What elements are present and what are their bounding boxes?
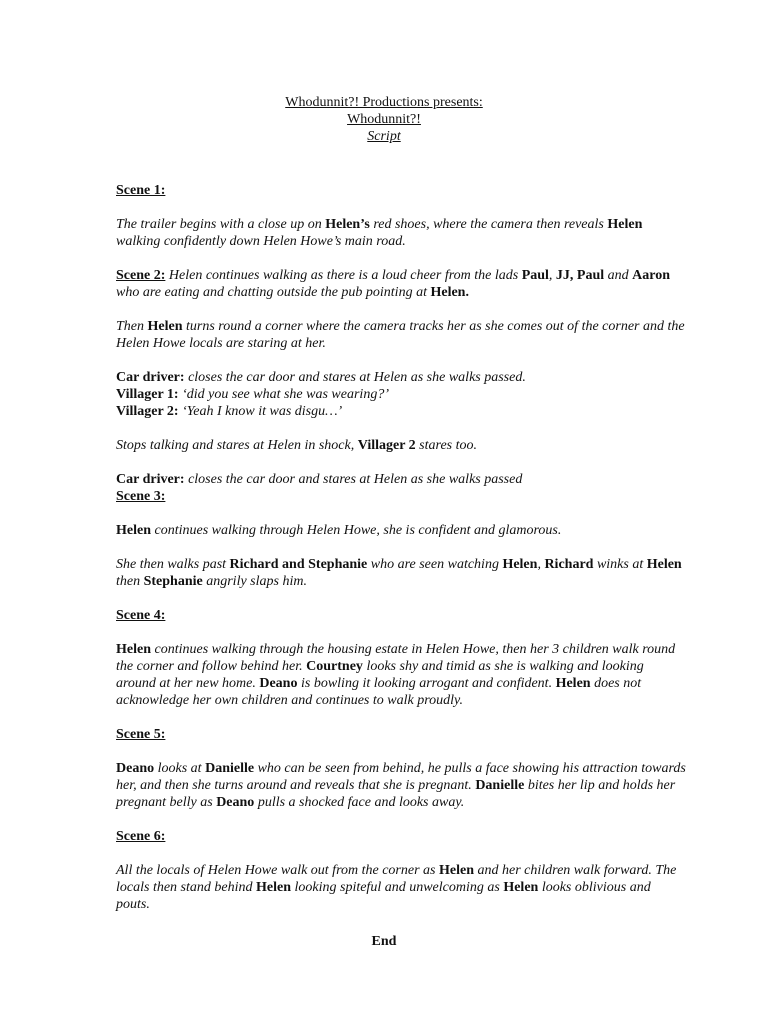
text: walking confidently down Helen Howe’s main road. xyxy=(116,234,406,249)
text: does not acknowledge her own children and continues to walk proudly. xyxy=(116,676,642,708)
text: , xyxy=(537,557,545,572)
character-name: Villager 2 xyxy=(357,438,416,453)
scene-6-heading xyxy=(116,828,686,845)
speaker-name: Villager 1: xyxy=(116,387,179,402)
text: who can be seen from behind, he pulls a face showing his attraction towards her, and then she turns around and reveals that she is pregnant. xyxy=(116,761,686,793)
text: The trailer begins with a close up on xyxy=(116,217,326,232)
scene-3-paragraph-2 xyxy=(116,556,686,590)
text: She then walks past xyxy=(116,557,230,572)
dialogue-text: ‘Yeah I know it was disgu…’ xyxy=(178,404,343,419)
text: who are eating and chatting outside the pub pointing at xyxy=(116,285,431,300)
script-body xyxy=(116,182,686,930)
scene-5-paragraph xyxy=(116,760,686,811)
heading-text: Scene 3: xyxy=(116,489,166,504)
scene-3-paragraph-1 xyxy=(116,522,686,539)
scene-6-paragraph xyxy=(116,862,686,913)
text: looks at xyxy=(154,761,206,776)
character-name: Paul xyxy=(521,268,549,283)
text: Helen continues walking as there is a loud cheer from the lads xyxy=(165,268,522,283)
character-name: Deano xyxy=(116,761,155,776)
character-name: Courtney xyxy=(306,659,363,674)
scene-2-heading: Scene 2: xyxy=(116,268,166,283)
character-name: Helen xyxy=(607,217,643,232)
title-line: Whodunnit?! xyxy=(347,112,421,127)
heading-text: Scene 5: xyxy=(116,727,166,742)
scene-2-paragraph-4 xyxy=(116,437,686,454)
text: continues walking through Helen Howe, she is confident and glamorous. xyxy=(151,523,562,538)
character-name: Danielle xyxy=(205,761,255,776)
character-name: Helen xyxy=(116,642,151,657)
text: stares too. xyxy=(415,438,477,453)
dialogue-text: closes the car door and stares at Helen as she walks passed. xyxy=(184,370,526,385)
text: and xyxy=(604,268,633,283)
character-name: Danielle xyxy=(475,778,525,793)
speaker-name: Car driver: xyxy=(116,472,185,487)
text: angrily slaps him. xyxy=(202,574,307,589)
speaker-name: Car driver: xyxy=(116,370,185,385)
text: bites her lip and holds her pregnant belly as xyxy=(116,778,676,810)
script-line: Script xyxy=(367,129,401,144)
presents-line: Whodunnit?! Productions presents: xyxy=(285,95,483,110)
text: turns round a corner where the camera tracks her as she comes out of the corner and the Helen Howe locals are staring at her. xyxy=(116,319,685,351)
scene-4-paragraph xyxy=(116,641,686,709)
character-name: Deano xyxy=(216,795,255,810)
text: Then xyxy=(116,319,148,334)
text: continues walking through the housing estate in Helen Howe, then her 3 children walk round the corner and follow behind her. xyxy=(116,642,676,674)
text: looks shy and timid as she is walking and looking around at her new home. xyxy=(116,659,644,691)
heading-text: Scene 1: xyxy=(116,183,166,198)
character-name: Stephanie xyxy=(143,574,203,589)
text: All the locals of Helen Howe walk out from the corner as xyxy=(116,863,439,878)
character-name: Deano xyxy=(259,676,298,691)
text: and her children walk forward. The locals then stand behind xyxy=(116,863,677,895)
text: pulls a shocked face and looks away. xyxy=(254,795,465,810)
text: looking spiteful and unwelcoming as xyxy=(291,880,504,895)
scene-1-paragraph xyxy=(116,216,686,250)
dialogue-line xyxy=(116,403,686,420)
text: who are seen watching xyxy=(367,557,503,572)
dialogue-text: ‘did you see what she was wearing?’ xyxy=(178,387,389,402)
character-name: Helen xyxy=(555,676,591,691)
character-name: Helen xyxy=(256,880,291,895)
dialogue-line xyxy=(116,386,686,403)
scene-3-heading xyxy=(116,488,686,505)
character-name: Helen xyxy=(439,863,474,878)
scene-4-heading xyxy=(116,607,686,624)
character-name: Helen xyxy=(502,557,538,572)
character-name: Helen. xyxy=(430,285,469,300)
text: looks oblivious and pouts. xyxy=(116,880,651,912)
character-name: Helen xyxy=(646,557,682,572)
character-name: Richard and Stephanie xyxy=(229,557,368,572)
title-block xyxy=(0,94,768,145)
scene-5-heading xyxy=(116,726,686,743)
text: winks at xyxy=(593,557,647,572)
text: is bowling it looking arrogant and confident. xyxy=(297,676,556,691)
end-label: End xyxy=(371,934,397,949)
character-name: Aaron xyxy=(632,268,671,283)
text: red shoes, where the camera then reveals xyxy=(369,217,608,232)
heading-text: Scene 4: xyxy=(116,608,166,623)
dialogue-text: closes the car door and stares at Helen as she walks passed xyxy=(184,472,523,487)
character-name: Helen’s xyxy=(325,217,370,232)
text: then xyxy=(116,574,144,589)
text: Stops talking and stares at Helen in shock, xyxy=(116,438,358,453)
character-name: Helen xyxy=(503,880,539,895)
scene-1-heading xyxy=(116,182,686,199)
character-name: Helen xyxy=(147,319,183,334)
dialogue-line xyxy=(116,471,686,488)
dialogue-line xyxy=(116,369,686,386)
character-name: JJ, Paul xyxy=(555,268,605,283)
character-name: Helen xyxy=(116,523,151,538)
speaker-name: Villager 2: xyxy=(116,404,179,419)
character-name: Richard xyxy=(544,557,594,572)
scene-2-paragraph xyxy=(116,267,686,301)
scene-2-paragraph-2 xyxy=(116,318,686,352)
text: , xyxy=(548,268,556,283)
heading-text: Scene 6: xyxy=(116,829,166,844)
